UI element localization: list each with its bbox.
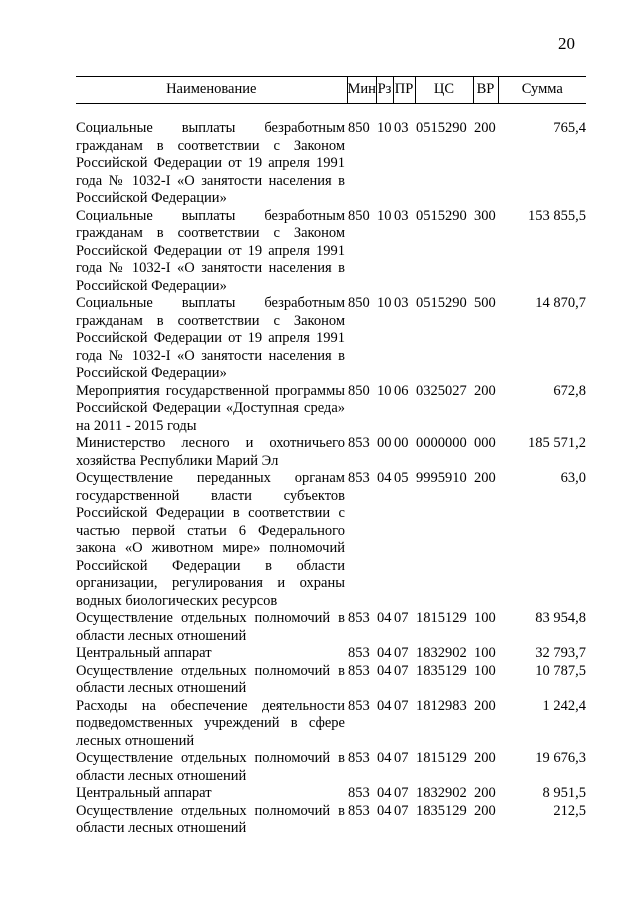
row-sum: 14 870,7 [535,295,586,311]
row-vr: 200 [474,802,496,819]
row-min: 853 [348,645,370,661]
row-sum: 83 954,8 [535,610,586,626]
table-row [76,803,586,838]
row-cs: 1835129 [416,662,467,679]
table-row [76,104,586,208]
row-pr: 07 [394,697,409,714]
header-sum: Сумма [498,77,586,104]
table-row [76,435,586,470]
row-min: 853 [348,435,370,451]
row-name: Социальные выплаты безработным гражданам в соответствии с Законом Российской Федерации от 19 апреля 1991 года № 1032-I «О занятости населения в Российской Федерации» [76,295,345,381]
row-name: Осуществление отдельных полномочий в области лесных отношений [76,662,345,696]
row-rz: 04 [377,750,392,766]
row-rz: 04 [377,697,392,714]
row-name: Осуществление отдельных полномочий в области лесных отношений [76,750,345,784]
row-pr: 07 [394,750,409,766]
header-pr: ПР [393,77,415,104]
row-min: 853 [348,610,370,626]
row-rz: 04 [377,470,392,486]
row-min: 853 [348,697,370,714]
row-cs: 0000000 [416,435,467,451]
table-row [76,295,586,383]
row-name: Расходы на обеспечение деятельности подведомственных учреждений в сфере лесных отношений [76,697,345,749]
table-body [76,104,586,838]
row-vr: 100 [474,610,496,626]
row-vr: 200 [474,382,496,399]
row-sum: 63,0 [560,470,586,486]
row-rz: 04 [377,645,392,661]
header-min: Мин [347,77,376,104]
table-row [76,663,586,698]
header-vr: ВР [473,77,498,104]
row-min: 853 [348,470,370,486]
row-rz: 04 [377,802,392,819]
row-cs: 1815129 [416,610,467,626]
row-pr: 06 [394,382,409,399]
row-rz: 10 [377,120,392,136]
row-rz: 00 [377,435,392,451]
row-cs: 9995910 [416,470,467,486]
row-cs: 0515290 [416,207,467,224]
table-row [76,470,586,610]
row-pr: 07 [394,610,409,626]
row-pr: 05 [394,470,409,486]
row-cs: 1815129 [416,750,467,766]
table-row [76,208,586,296]
row-rz: 04 [377,662,392,679]
row-pr: 07 [394,802,409,819]
row-name: Осуществление отдельных полномочий в области лесных отношений [76,610,345,644]
row-cs: 1832902 [416,785,467,801]
row-sum: 212,5 [553,802,586,819]
row-name: Мероприятия государственной программы Российской Федерации «Доступная среда» на 2011 - 2015 годы [76,382,345,434]
row-min: 853 [348,662,370,679]
row-min: 850 [348,295,370,311]
row-min: 850 [348,120,370,136]
row-sum: 32 793,7 [535,645,586,661]
row-name: Осуществление переданных органам государственной власти субъектов Российской Федерации в соответствии с частью первой статьи 6 Федерального закона «О животном мире» полномочий Российской Федерации в области организации, регулирования и охраны водных биологических ресурсов [76,470,345,609]
row-rz: 10 [377,295,392,311]
row-cs: 0515290 [416,295,467,311]
row-vr: 200 [474,785,496,801]
row-sum: 765,4 [553,120,586,136]
row-vr: 200 [474,697,496,714]
row-name: Социальные выплаты безработным гражданам в соответствии с Законом Российской Федерации от 19 апреля 1991 года № 1032-I «О занятости населения в Российской Федерации» [76,207,345,294]
budget-table [76,76,586,838]
row-sum: 19 676,3 [535,750,586,766]
row-rz: 10 [377,207,392,224]
row-pr: 03 [394,120,409,136]
row-pr: 07 [394,662,409,679]
table-row [76,750,586,785]
table-row [76,785,586,803]
table-row [76,383,586,436]
row-vr: 000 [474,435,496,451]
row-pr: 07 [394,785,409,801]
row-vr: 200 [474,470,496,486]
row-sum: 10 787,5 [535,662,586,679]
row-name: Социальные выплаты безработным гражданам в соответствии с Законом Российской Федерации от 19 апреля 1991 года № 1032-I «О занятости населения в Российской Федерации» [76,120,345,206]
row-pr: 03 [394,207,409,224]
row-pr: 03 [394,295,409,311]
row-min: 853 [348,802,370,819]
row-sum: 153 855,5 [528,207,586,224]
row-pr: 00 [394,435,409,451]
row-rz: 04 [377,610,392,626]
row-cs: 1832902 [416,645,467,661]
header-name: Наименование [76,77,347,104]
row-rz: 10 [377,382,392,399]
row-min: 850 [348,382,370,399]
row-min: 853 [348,785,370,801]
row-name: Центральный аппарат [76,785,212,801]
row-cs: 0325027 [416,382,467,399]
row-min: 853 [348,750,370,766]
row-vr: 500 [474,295,496,311]
row-cs: 1835129 [416,802,467,819]
row-min: 850 [348,207,370,224]
row-cs: 1812983 [416,697,467,714]
row-vr: 200 [474,750,496,766]
row-sum: 1 242,4 [542,697,586,714]
row-pr: 07 [394,645,409,661]
header-cs: ЦС [415,77,473,104]
row-name: Министерство лесного и охотничьего хозяйства Республики Марий Эл [76,435,345,469]
table-row [76,610,586,645]
row-vr: 300 [474,207,496,224]
row-name: Центральный аппарат [76,645,212,661]
row-name: Осуществление отдельных полномочий в области лесных отношений [76,802,345,836]
page-number: 20 [558,34,575,53]
row-sum: 185 571,2 [528,435,586,451]
table-row [76,698,586,751]
row-vr: 100 [474,662,496,679]
row-vr: 100 [474,645,496,661]
row-vr: 200 [474,120,496,136]
row-sum: 672,8 [553,382,586,399]
header-rz: Рз [376,77,393,104]
table-row [76,645,586,663]
row-cs: 0515290 [416,120,467,136]
row-rz: 04 [377,785,392,801]
table-header [76,77,586,104]
row-sum: 8 951,5 [542,785,586,801]
